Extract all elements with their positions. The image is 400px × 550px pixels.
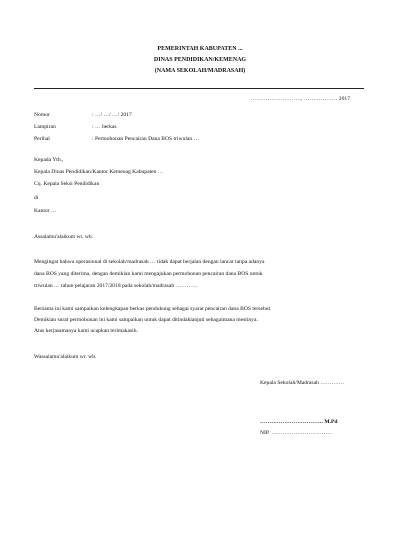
nomor-label: Nomor bbox=[34, 112, 50, 118]
header-line-2: DINAS PENDIDIKAN/KEMENAG bbox=[153, 57, 247, 63]
date-line: ………………………, ……………… 2017 bbox=[250, 96, 350, 102]
greeting: Assalamu'alaikum wr. wb. bbox=[34, 234, 94, 240]
nomor-value: : …/ …/ …/ 2017 bbox=[92, 112, 132, 118]
header-line-3: (NAMA SEKOLAH/MADRASAH) bbox=[154, 68, 246, 74]
perihal-label: Perihal bbox=[34, 136, 50, 142]
header-line-1: PEMERINTAH KABUPATEN ... bbox=[157, 46, 243, 52]
paragraph-request bbox=[34, 256, 362, 292]
lampiran-value: : … berkas bbox=[92, 124, 117, 130]
paragraph-closing-line-1: Bersama ini kami sampaikan kelengkapan berkas pendukung sebagai syarat pencairan dana BOS tersebut. bbox=[34, 306, 272, 312]
closing-greeting: Wassalamu'alaikum wr. wb. bbox=[34, 354, 97, 360]
signature-nip: NIP. …………………………… bbox=[260, 430, 333, 436]
lampiran-label: Lampiran bbox=[34, 124, 56, 130]
recipient-location: Kantor … bbox=[34, 208, 57, 214]
recipient-office: Kepala Dinas Pendidikan/Kantor Kemenag Kabupaten … bbox=[34, 169, 164, 175]
paragraph-request-line-3: triwulan … tahun pelajaran 2017/2018 pada sekolah/madrasah ………… bbox=[34, 283, 198, 289]
recipient-cq: Cq. Kepala Seksi Pendidikan bbox=[34, 181, 100, 187]
header-divider bbox=[34, 88, 364, 89]
paragraph-closing bbox=[34, 304, 362, 337]
perihal-value: : Permohonan Pencairan Dana BOS triwulan … bbox=[92, 136, 200, 142]
paragraph-request-line-1: Mengingat bahwa operasional di sekolah/madrasah … tidak dapat berjalan dengan lancar tanpa adanya bbox=[34, 259, 265, 265]
paragraph-closing-line-3: Atas kerjasamanya kami ucapkan terimakasih. bbox=[34, 328, 138, 334]
signature-name: ……………………………. M.Pd bbox=[260, 419, 338, 425]
recipient-salutation: Kepada Yth., bbox=[34, 157, 64, 163]
paragraph-request-line-2: dana BOS yang diterima, dengan demikian kami mengajukan permohonan pencairan dana BOS untuk bbox=[34, 271, 263, 277]
signature-title: Kepala Sekolah/Madrasah …………. bbox=[260, 380, 345, 386]
recipient-di: di bbox=[34, 195, 39, 201]
paragraph-closing-line-2: Demikian surat permohonan ini kami sampaikan untuk dapat ditindaklanjuti sebagaimana mestinya. bbox=[34, 317, 258, 323]
